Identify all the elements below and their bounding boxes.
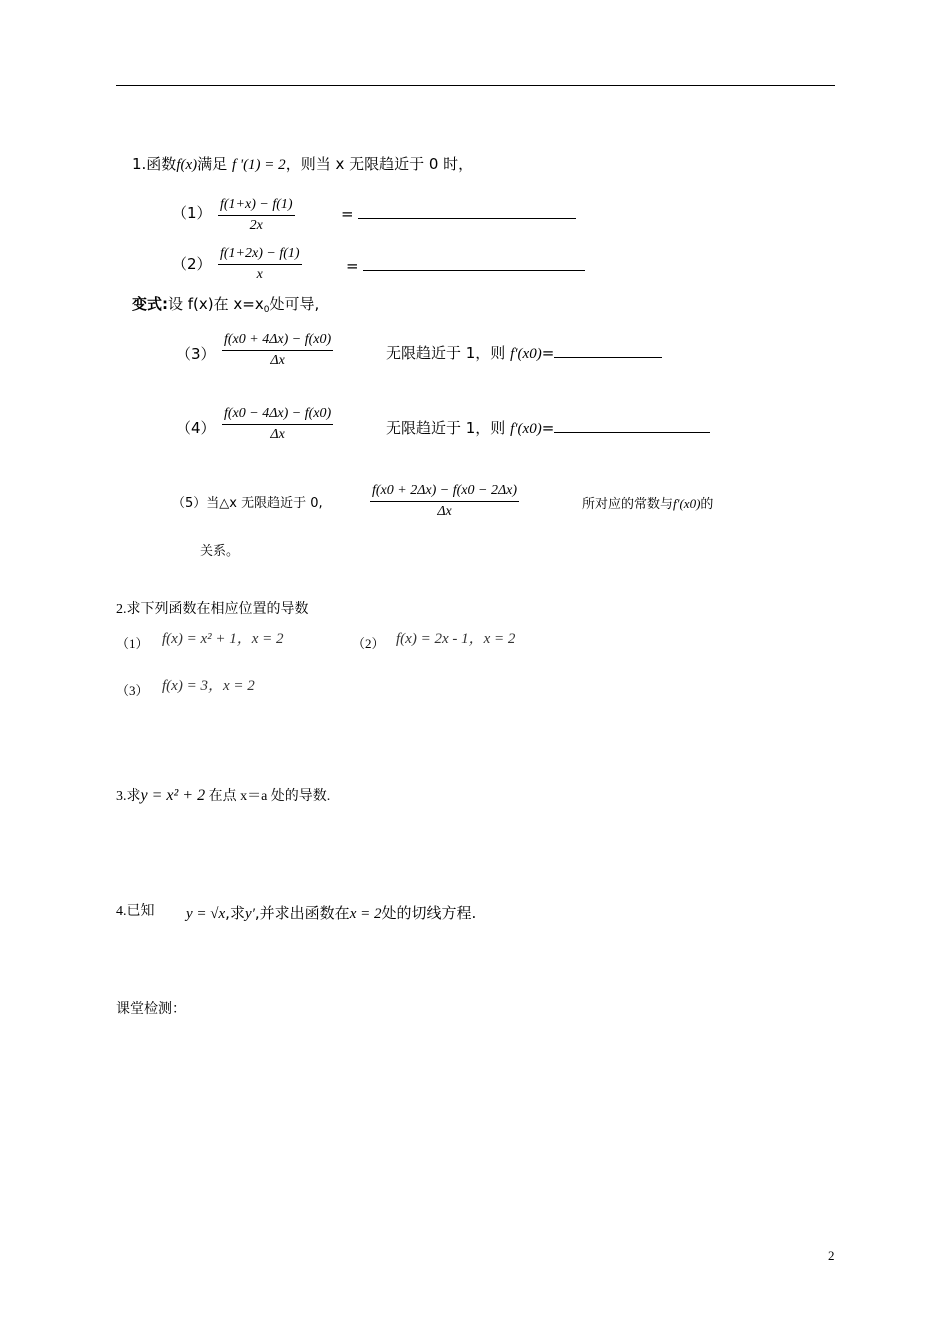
q2-item3-label: （3）	[116, 683, 149, 698]
variant-p5-fraction	[370, 482, 519, 521]
variant-label: 变式:	[132, 295, 168, 313]
q1-intro-b: 满足	[197, 155, 228, 173]
variant-p3-text: 无限趋近于 1，则 f′(x0)=	[386, 343, 662, 364]
q1-p2-numerator: f(1+2x) − f(1)	[220, 246, 300, 261]
q3-line: 3.求y = x² + 2 在点 x＝a 处的导数.	[116, 787, 331, 804]
q1-p1-fraction	[218, 196, 295, 235]
q1-p1-denominator: 2x	[249, 218, 263, 233]
classroom-check-title: 课堂检测：	[116, 1002, 186, 1017]
q2-item2-label: （2）	[352, 636, 385, 651]
q4-expr: y = √x	[186, 906, 226, 922]
fraction-bar	[218, 215, 295, 216]
q4-yprime: y′	[244, 906, 255, 922]
fraction-bar	[218, 264, 302, 265]
q1-p2-equals: =	[346, 256, 585, 276]
q1-intro	[132, 154, 473, 175]
variant-p4-text: 无限趋近于 1，则 f′(x0)=	[386, 418, 710, 439]
variant-p5-numerator: f(x0 + 2Δx) − f(x0 − 2Δx)	[372, 483, 518, 498]
q2-title: 2.求下列函数在相应位置的导数	[116, 602, 309, 617]
q2-item1-expr: f(x) = x² + 1，x = 2	[162, 631, 284, 647]
derivative-f-prime: f′(x0)	[510, 421, 542, 437]
variant-p5-text-d: 关系。	[200, 544, 240, 559]
fraction-bar	[222, 424, 333, 425]
q1-intro-c: ，则当 x 无限趋近于 0 时，	[285, 155, 474, 173]
q4-line: y = √x,求y′,并求出函数在x = 2处的切线方程.	[186, 904, 477, 922]
variant-p4-label: （4）	[176, 419, 216, 437]
q1-p2-label: （2）	[172, 255, 212, 273]
q1-intro-a: 1.函数	[132, 155, 177, 173]
q1-condition: f '(1) = 2	[231, 157, 286, 173]
header-rule	[116, 85, 835, 86]
q4-at: x = 2	[349, 906, 382, 922]
q1-p2-fraction	[218, 245, 302, 284]
q2-item2-expr: f(x) = 2x - 1，x = 2	[396, 631, 516, 647]
variant-p4-denominator: Δx	[270, 427, 285, 442]
q4-prefix: 4.已知	[116, 904, 155, 919]
variant-p4-fraction	[222, 405, 333, 444]
variant-p5-text-b: 所对应的常数与f′(x0)的	[582, 496, 714, 512]
answer-blank[interactable]	[358, 204, 576, 219]
q1-p1-equals: =	[341, 204, 576, 224]
q2-item3-expr: f(x) = 3，x = 2	[162, 678, 255, 694]
variant-p3-label: （3）	[176, 345, 216, 363]
variant-p3-numerator: f(x0 + 4Δx) − f(x0)	[224, 332, 332, 347]
q1-p1-label: （1）	[172, 204, 212, 222]
q3-expr: y = x² + 2	[140, 787, 206, 804]
variant-p3-denominator: Δx	[270, 353, 285, 368]
answer-blank[interactable]	[554, 343, 662, 358]
q1-p1-numerator: f(1+x) − f(1)	[220, 197, 293, 212]
variant-p5-text-a: （5）当△x 无限趋近于 0,	[172, 496, 323, 511]
variant-p3-fraction	[222, 331, 333, 370]
derivative-f-prime: f′(x0)	[510, 346, 542, 362]
fraction-bar	[370, 501, 519, 502]
answer-blank[interactable]	[363, 256, 585, 271]
fraction-bar	[222, 350, 333, 351]
variant-p4-numerator: f(x0 − 4Δx) − f(x0)	[224, 406, 332, 421]
derivative-f-prime: f′(x0)	[673, 496, 701, 511]
q1-fx: f(x)	[176, 157, 198, 173]
variant-intro: 变式:设 f(x)在 $x=x_0$处可导,	[132, 295, 320, 315]
variant-p5-denominator: Δx	[437, 504, 452, 519]
page-number: 2	[828, 1248, 835, 1263]
answer-blank[interactable]	[554, 418, 710, 433]
q1-p2-denominator: x	[256, 267, 263, 282]
q2-item1-label: （1）	[116, 636, 149, 651]
